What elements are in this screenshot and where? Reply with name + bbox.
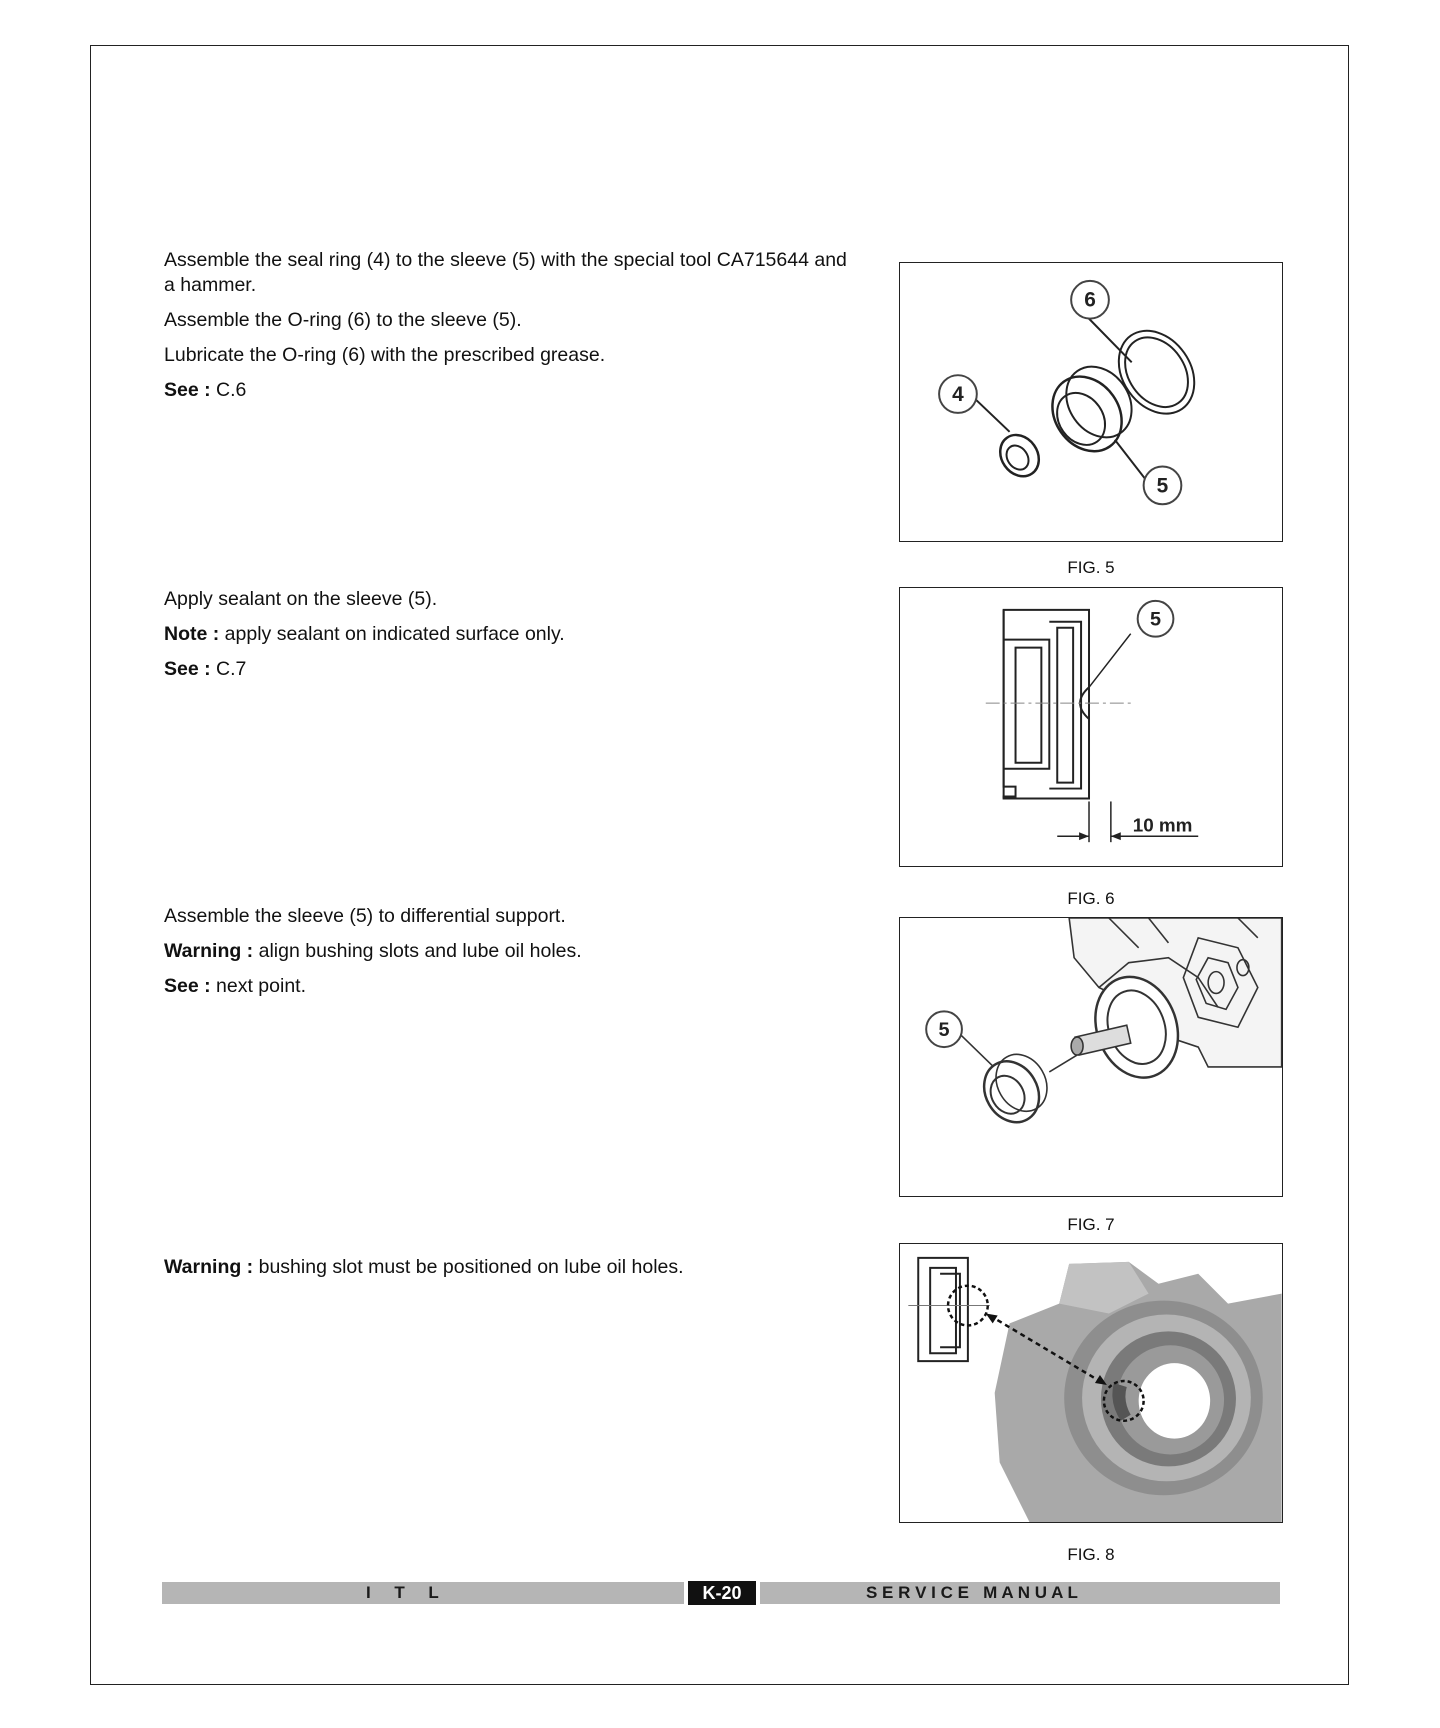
step-4-line-1: Warning : bushing slot must be positioned on lube oil holes.: [164, 1256, 684, 1278]
warning-label: Warning :: [164, 940, 254, 962]
step-1-line-1: Assemble the seal ring (4) to the sleeve (5) with the special tool CA715644 and a hammer.: [164, 249, 847, 296]
dimension-label: 10 mm: [1132, 814, 1193, 836]
step-2-line-3: See : C.7: [164, 658, 247, 680]
step-2-line-1: Apply sealant on the sleeve (5).: [164, 588, 438, 610]
figure-5: [899, 262, 1283, 542]
note-label: Note :: [164, 623, 220, 645]
callout-5: 5: [938, 1019, 950, 1042]
callout-5: 5: [1156, 474, 1169, 498]
callout-6: 6: [1084, 288, 1096, 312]
figure-5-caption: FIG. 5: [1067, 558, 1115, 577]
page-number: K-20: [688, 1581, 756, 1605]
see-label: See :: [164, 975, 211, 997]
see-label: See :: [164, 658, 211, 680]
sleeve-seal-oring-drawing: [900, 263, 1282, 541]
footer-manual-title: S E R V I C E M A N U A L: [866, 1583, 1078, 1602]
figure-7-caption: FIG. 7: [1067, 1215, 1115, 1234]
sleeve-section-drawing: [900, 588, 1282, 866]
figure-8-caption: FIG. 8: [1067, 1545, 1115, 1564]
step-1-line-3: Lubricate the O-ring (6) with the prescribed grease.: [164, 344, 606, 366]
figure-6-caption: FIG. 6: [1067, 889, 1115, 908]
step-1-line-2: Assemble the O-ring (6) to the sleeve (5).: [164, 309, 522, 331]
figure-7: [899, 917, 1283, 1197]
footer-brand: I T L: [366, 1583, 439, 1602]
warning-label: Warning :: [164, 1256, 254, 1278]
callout-4: 4: [952, 383, 964, 407]
step-3-line-3: See : next point.: [164, 975, 307, 997]
bushing-slot-photo: [900, 1244, 1282, 1522]
figure-8: [899, 1243, 1283, 1523]
step-3-text: [164, 904, 854, 1009]
step-2-text: [164, 587, 854, 692]
sleeve-differential-drawing: [900, 918, 1282, 1196]
step-2-line-2: Note : apply sealant on indicated surface only.: [164, 623, 565, 645]
figure-6: [899, 587, 1283, 867]
callout-5: 5: [1150, 608, 1162, 631]
step-3-line-2: Warning : align bushing slots and lube oil holes.: [164, 940, 582, 962]
step-1-line-4: See : C.6: [164, 379, 247, 401]
step-1-text: [164, 248, 854, 413]
step-3-line-1: Assemble the sleeve (5) to differential support.: [164, 905, 566, 927]
see-label: See :: [164, 379, 211, 401]
step-4-text: [164, 1255, 854, 1290]
